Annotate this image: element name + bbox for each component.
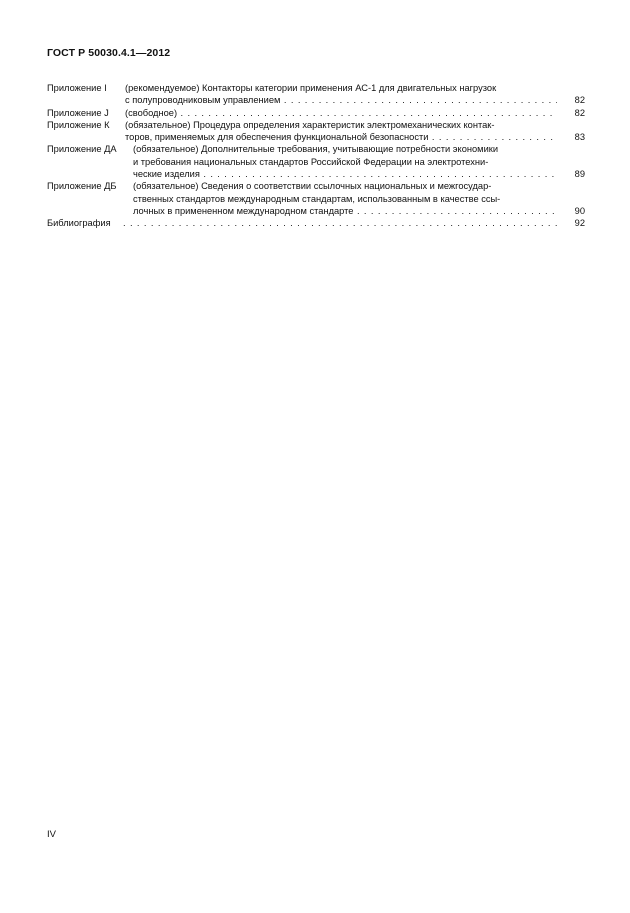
toc-page-number: 82 (574, 95, 585, 106)
table-of-contents (47, 82, 585, 230)
toc-entry-label: Приложение J (47, 107, 109, 118)
toc-entry-appendix-da[interactable] (47, 143, 585, 180)
toc-entry-text: лочных в примененном международном стандарте . . . (133, 205, 557, 217)
toc-entry-appendix-k[interactable] (47, 119, 585, 144)
toc-page-number: 82 (574, 107, 585, 118)
toc-entry-text: (рекомендуемое) Контакторы категории применения АС-1 для двигательных нагрузок (125, 83, 497, 93)
page-number-footer: IV (47, 829, 56, 840)
toc-entry-text: и требования национальных стандартов Российской Федерации на электротехни- (133, 156, 489, 167)
toc-entry-label: Приложение I (47, 83, 107, 93)
toc-entry-bibliography[interactable] (47, 217, 585, 229)
toc-entry-appendix-db[interactable] (47, 180, 585, 217)
toc-entry-label: Приложение ДБ (47, 181, 117, 192)
toc-entry-text: ческие изделия . . . (133, 168, 557, 180)
toc-entry-text (123, 217, 557, 229)
toc-page-number: 90 (574, 205, 585, 216)
toc-page-number: 83 (574, 132, 585, 143)
toc-entry-label: Приложение К (47, 119, 110, 130)
toc-entry-text: торов, применяемых для обеспечения функциональной безопасности . . . (125, 131, 557, 143)
toc-entry-label: Приложение ДА (47, 144, 117, 155)
toc-entry-appendix-i[interactable] (47, 82, 585, 107)
toc-entry-text: с полупроводниковым управлением . . . (125, 94, 557, 106)
toc-entry-text: (свободное) . . . (125, 107, 557, 119)
toc-entry-text: ственных стандартов международным стандартам, использованным в качестве ссы- (133, 193, 501, 204)
toc-page-number: 92 (574, 218, 585, 229)
toc-entry-text: (обязательное) Процедура определения характеристик электромеханических контак- (125, 119, 495, 130)
toc-entry-text: (обязательное) Дополнительные требования, учитывающие потребности экономики (133, 144, 499, 155)
toc-entry-text: (обязательное) Сведения о соответствии ссылочных национальных и межгосудар- (133, 181, 492, 192)
document-header: ГОСТ Р 50030.4.1—2012 (47, 47, 171, 59)
toc-entry-appendix-j[interactable] (47, 107, 585, 119)
toc-page-number: 89 (574, 169, 585, 180)
toc-entry-label: Библиография (47, 218, 111, 229)
